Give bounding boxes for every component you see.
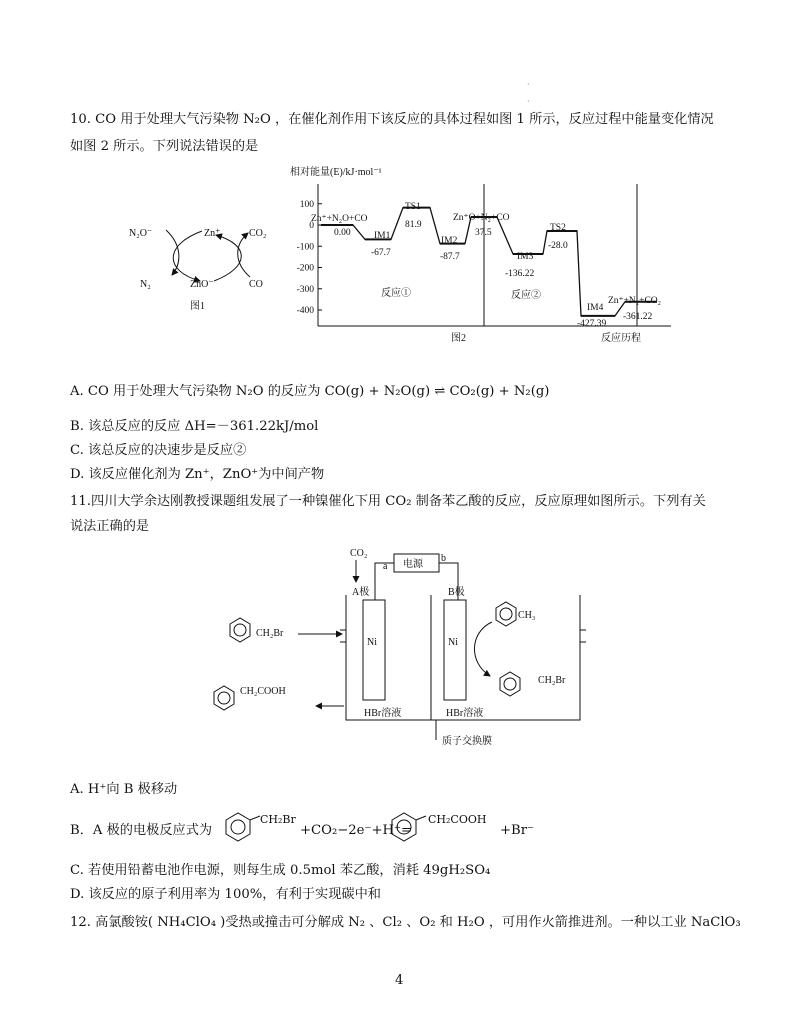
q11-electrolysis-figure [200, 540, 600, 750]
fig11-ni-b: Ni [448, 637, 458, 648]
chart-species-3: Zn⁺+N₂+CO₂ [608, 296, 661, 306]
q11-option-b-mid: +CO₂−2e⁻+H⁺= [300, 823, 413, 838]
fig11-ch3: CH₃ [518, 610, 536, 621]
fig11-hbr-right: HBr溶液 [446, 708, 484, 719]
fig11-toluene-ring [496, 602, 516, 626]
q11-option-b-end: +Br⁻ [500, 823, 535, 838]
fig11-hbr-left: HBr溶液 [364, 708, 402, 719]
chart-ylabel: 相对能量(E)/kJ·mol⁻¹ [290, 167, 382, 178]
mark-dot-2: · [527, 97, 530, 106]
fig11-benzyl-bromide-ring [230, 618, 250, 642]
q11-option-b-ch2cooh: CH₂COOH [428, 813, 487, 826]
label-v-im2: -87.7 [440, 252, 460, 262]
fig11-toluene-ring-inner [500, 608, 512, 620]
fig11-terminal-b: b [441, 553, 446, 564]
chart-species-1: Zn⁺+N₂O+CO [311, 214, 368, 224]
fig11-a-pole: A极 [352, 587, 370, 598]
fig1-cycle-right-arc [214, 235, 241, 281]
fig11-benzyl-bromide-product-ring [500, 672, 520, 696]
label-ts1: TS1 [405, 202, 421, 212]
q10-option-b: B. 该总反应的反应 ΔH=－361.22kJ/mol [70, 419, 319, 434]
label-v-end: -361.22 [623, 312, 653, 322]
chart-region-2: 反应② [511, 290, 541, 301]
fig11-benzyl-bromide-product-ring-inner [504, 678, 516, 690]
fig1-co2: CO₂ [249, 228, 267, 239]
fig1-n2o-minus: N₂O⁻ [129, 228, 153, 239]
q11-option-b-ch2br: CH₂Br [260, 813, 296, 826]
y-tick-label: 0 [309, 221, 314, 231]
label-im1: IM1 [374, 231, 391, 241]
y-tick-label: -300 [296, 284, 314, 295]
label-v-im3: -136.22 [505, 269, 535, 279]
label-v-im4: -427.39 [577, 319, 607, 329]
fig1-n2: N₂ [140, 279, 151, 290]
q11-option-b-benzene-2 [384, 808, 432, 846]
fig1-zn-plus: Zn⁺ [204, 228, 221, 239]
q11-option-c: C. 若使用铅蓄电池作电源，则每生成 0.5mol 苯乙酸，消耗 49gH₂SO₄ [70, 863, 491, 878]
fig11-ni-electrode-a [363, 600, 385, 700]
mark-dot-1: · [527, 80, 530, 89]
label-v-ts2: -28.0 [548, 241, 568, 251]
q10-stem-line2: 如图 2 所示。下列说法错误的是 [70, 139, 259, 154]
fig11-ch2br-right: CH₂Br [538, 675, 566, 686]
chart-energy-profile [321, 208, 657, 316]
q10-figure1 [110, 205, 280, 315]
fig11-terminal-a: a [383, 561, 388, 572]
chart-species-2: Zn⁺O+N₂+CO [453, 213, 510, 223]
chart-region-1: 反应① [381, 288, 411, 299]
fig11-conversion-arrow [474, 622, 492, 676]
fig11-b-pole: B极 [448, 587, 465, 598]
fig1-zno-minus: ZnO⁻ [190, 279, 214, 290]
label-ts2: TS2 [550, 223, 566, 233]
label-v-mid: 37.5 [475, 228, 492, 238]
y-tick-label: -100 [296, 242, 314, 253]
fig1-cycle-left-arc [173, 231, 202, 281]
fig11-power-label: 电源 [403, 559, 423, 570]
q10-energy-chart [285, 162, 695, 348]
fig11-ni-a: Ni [367, 637, 377, 648]
label-v0: 0.00 [334, 228, 351, 238]
fig1-co-to-co2-arrow [238, 233, 250, 277]
label-im4: IM4 [587, 303, 604, 313]
q11-option-a: A. H⁺向 B 极移动 [70, 782, 178, 797]
fig11-benzyl-bromide-ring-inner [234, 624, 246, 636]
q10-stem-line1: 10. CO 用于处理大气污染物 N₂O ，在催化剂作用下该反应的具体过程如图 1 所示，反应过程中能量变化情况 [70, 112, 714, 127]
fig1-caption: 图1 [190, 301, 205, 312]
y-tick-label: -200 [296, 263, 314, 274]
chart-xlabel: 反应历程 [601, 333, 641, 344]
q11-stem-line2: 说法正确的是 [70, 519, 150, 534]
q10-option-a: A. CO 用于处理大气污染物 N₂O 的反应为 CO(g) + N₂O(g) ⇌ CO₂(g) + N₂(g) [70, 384, 550, 399]
fig11-ch2br-left: CH₂Br [256, 628, 284, 639]
fig1-co: CO [249, 279, 263, 290]
label-v-ts1: 81.9 [405, 220, 422, 230]
fig11-phenylacetic-acid-ring [214, 686, 234, 710]
fig11-co2: CO₂ [350, 548, 368, 559]
y-tick-label: 100 [299, 199, 314, 210]
fig11-membrane-label: 质子交换膜 [442, 736, 492, 747]
page-number: 4 [395, 973, 404, 988]
label-v-im1: -67.7 [371, 248, 391, 258]
y-tick-label: -400 [296, 306, 314, 316]
label-im3: IM3 [517, 252, 534, 262]
q11-stem-line1: 11.四川大学余达刚教授课题组发展了一种镍催化下用 CO₂ 制备苯乙酸的反应，反应原理如图所示。下列有关 [70, 494, 706, 509]
q10-option-d: D. 该反应催化剂为 Zn⁺，ZnO⁺为中间产物 [70, 467, 325, 482]
q11-option-d: D. 该反应的原子利用率为 100%，有利于实现碳中和 [70, 887, 381, 902]
label-im2: IM2 [441, 236, 458, 246]
fig11-ch2cooh: CH₂COOH [240, 686, 286, 697]
q11-option-b-prefix: B．A 极的电极反应式为 [70, 823, 213, 838]
q12-stem-line1: 12. 高氯酸铵( NH₄ClO₄ )受热或撞击可分解成 N₂ 、Cl₂ 、O₂ 和 H₂O ，可用作火箭推进剂。一种以工业 NaClO₃ [70, 915, 741, 930]
chart-caption: 图2 [451, 333, 466, 344]
q10-option-c: C. 该总反应的决速步是反应② [70, 443, 247, 458]
fig11-ni-electrode-b [444, 600, 466, 700]
energy-profile-line [321, 208, 657, 316]
q11-option-b-benzene-1 [218, 808, 266, 846]
fig11-phenylacetic-acid-ring-inner [218, 692, 230, 704]
